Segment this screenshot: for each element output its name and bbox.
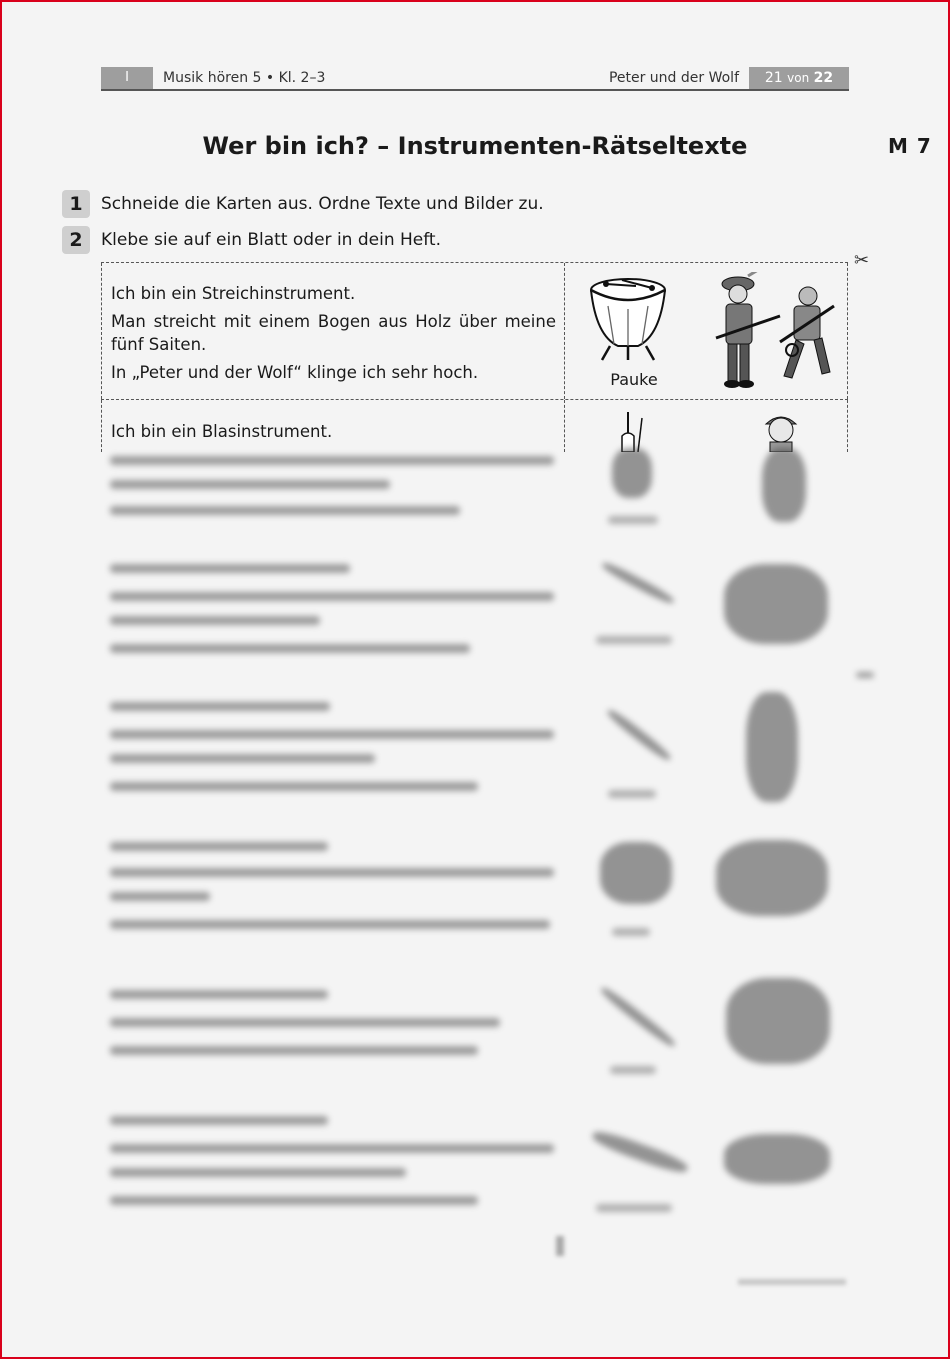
task-text: Schneide die Karten aus. Ordne Texte und Bilder zu. — [101, 194, 544, 214]
violin-icon — [612, 412, 652, 452]
hunters-icon — [710, 272, 840, 394]
page-current: 21 — [764, 70, 783, 86]
page-title: Wer bin ich? – Instrumenten-Rätseltexte — [202, 132, 748, 160]
page-header — [101, 67, 849, 91]
card-line: Ich bin ein Blasinstrument. — [111, 422, 333, 441]
card-line: Ich bin ein Streichinstrument. — [111, 284, 356, 303]
blurred-cards-region — [100, 448, 860, 1308]
kettle-drum-icon — [588, 276, 668, 362]
task-number: 1 — [62, 190, 90, 218]
card-line: Man streicht mit einem Bogen aus Holz über meine fünf Saiten. — [111, 312, 556, 354]
series-label: Musik hören 5 • Kl. 2–3 — [163, 70, 326, 86]
task-number: 2 — [62, 226, 90, 254]
task-text: Klebe sie auf ein Blatt oder in dein Heft. — [101, 230, 441, 250]
page-sep: von — [787, 71, 810, 85]
page-number-blur — [556, 1236, 564, 1256]
task-1 — [62, 190, 544, 218]
card-text-cell — [101, 400, 565, 452]
page-total: 22 — [813, 70, 834, 86]
instrument-label: Pauke — [610, 370, 658, 389]
page-indicator — [749, 67, 849, 89]
task-2 — [62, 226, 441, 254]
publisher-mark — [738, 1279, 846, 1285]
scissors-icon: ✂ — [854, 250, 870, 271]
unit-title: Peter und der Wolf — [608, 70, 739, 86]
section-tab: I — [101, 67, 153, 89]
peter-icon — [756, 410, 806, 452]
card-line: In „Peter und der Wolf“ klinge ich sehr hoch. — [111, 363, 479, 382]
card-2 — [101, 399, 848, 452]
card-text-cell — [101, 263, 565, 399]
material-code: M 7 — [888, 134, 932, 158]
